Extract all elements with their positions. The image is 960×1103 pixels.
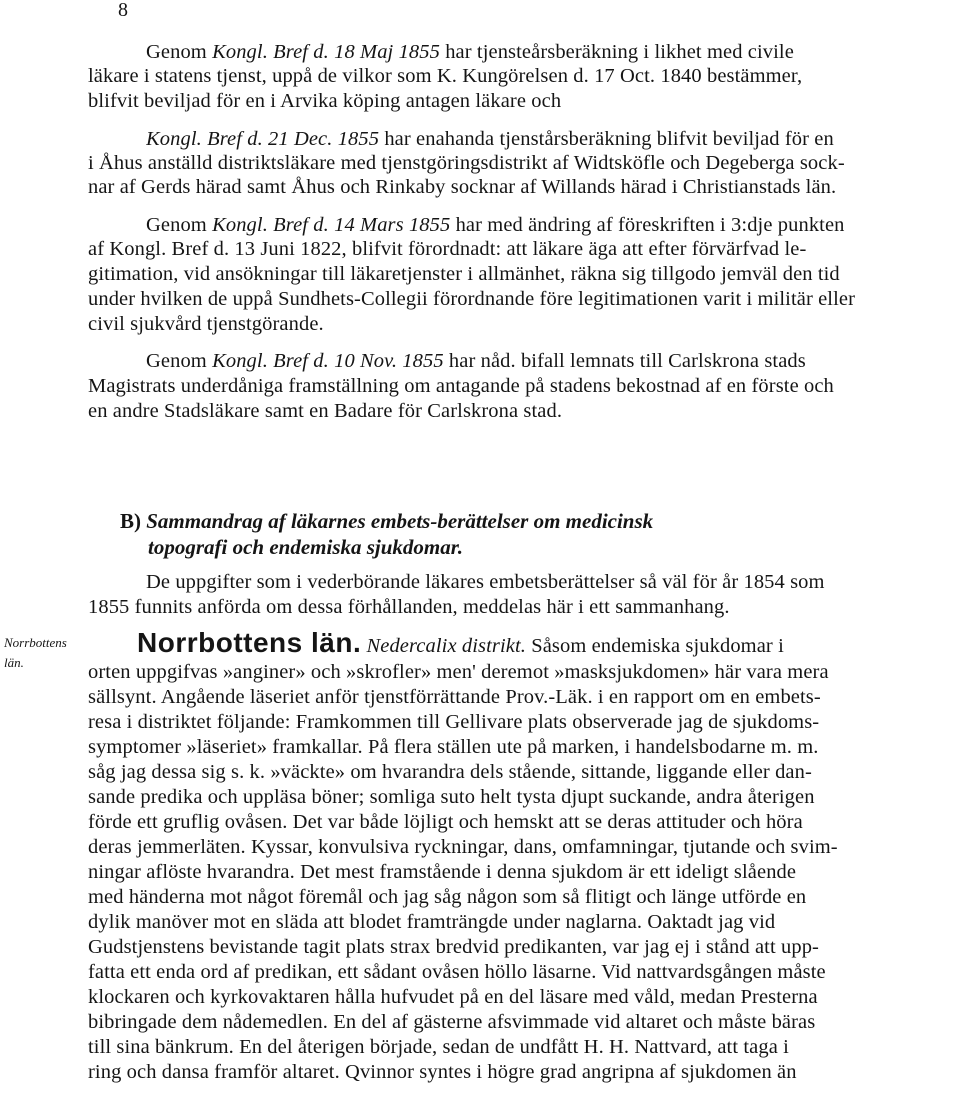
margin-note-line-1: Norrbottens bbox=[4, 635, 67, 650]
county-name: Norrbottens län. bbox=[137, 628, 362, 658]
section-heading-line-2: topografi och endemiska sjukdomar. bbox=[148, 535, 464, 559]
body-line: med händerna mot något föremål och jag såg någon som så flitigt och länge utförde en bbox=[88, 886, 807, 908]
intro-line-1: De uppgifter som i vederbörande läkares embetsberättelser så väl för år 1854 som bbox=[146, 571, 825, 593]
margin-note bbox=[4, 635, 67, 671]
body-line: förde ett gruflig ovåsen. Det var både löjligt och hemskt att se deras attituder och höra bbox=[88, 811, 803, 833]
body-line: orten uppgifvas »anginer» och »skrofler» men' deremot »masksjukdomen» här vara mera bbox=[88, 661, 829, 683]
body-line: till sina bänkrum. En del återigen började, sedan de undfått H. H. Nattvard, att taga i bbox=[88, 1036, 789, 1058]
body-line: resa i distriktet följande: Framkommen till Gellivare plats observerade jag de sjukdoms- bbox=[88, 711, 820, 733]
margin-note-line-2: län. bbox=[4, 655, 24, 670]
body-line: dylik manöver mot en släda att blodet framträngde under naglarna. Oaktadt jag vid bbox=[88, 911, 776, 933]
body-line: såg jag dessa sig s. k. »väckte» om hvarandra dels stående, sittande, liggande eller dan- bbox=[88, 761, 812, 783]
body-line: fatta ett enda ord af predikan, ett sådant ovåsen höllo läsarne. Vid nattvardsgången måste bbox=[88, 961, 826, 983]
p3-line-2: af Kongl. Bref d. 13 Juni 1822, blifvit förordnadt: att läkare äga att efter förvärfvad le- bbox=[88, 238, 807, 260]
body-line: Gudstjenstens bevistande tagit plats strax bredvid predikanten, var jag ej i stånd att upp- bbox=[88, 936, 819, 958]
page-number: 8 bbox=[118, 0, 128, 21]
p3-line-1: Genom Kongl. Bref d. 14 Mars 1855 har med ändring af föreskriften i 3:dje punkten bbox=[146, 214, 845, 236]
p2-line-3: nar af Gerds härad samt Åhus och Rinkaby socknar af Willands härad i Christianstads län. bbox=[88, 176, 837, 198]
body-line: symptomer »läseriet» framkallar. På flera ställen ute på marken, i handelsbodarne m. m. bbox=[88, 736, 819, 758]
body-line: ningar aflöste hvarandra. Det mest framstående i denna sjukdom är ett ideligt slående bbox=[88, 861, 797, 883]
body-line: sällsynt. Angående läseriet anför tjenstförrättande Prov.-Läk. i en rapport om en embets- bbox=[88, 686, 821, 708]
body-line: sande predika och uppläsa böner; somliga suto helt tysta djupt suckande, andra återigen bbox=[88, 786, 815, 808]
district-name: Nedercalix distrikt. bbox=[366, 635, 526, 657]
body-line: ring och dansa framför altaret. Qvinnor syntes i högre grad angripna af sjukdomen än bbox=[88, 1061, 797, 1083]
county-heading-line: Norrbottens län. Nedercalix distrikt. Såsom endemiska sjukdomar i bbox=[137, 628, 784, 658]
body-line: bibringade dem nådemedlen. En del af gästerne afsvimmade vid altaret och måste bäras bbox=[88, 1011, 816, 1033]
p4-line-3: en andre Stadsläkare samt en Badare för Carlskrona stad. bbox=[88, 400, 563, 422]
p4-line-2: Magistrats underdåniga framställning om antagande på stadens bekostnad af en förste och bbox=[88, 375, 834, 397]
body-line: klockaren och kyrkovaktaren hålla hufvudet på en del läsare med våld, medan Presterna bbox=[88, 986, 818, 1008]
body-line: deras jemmerläten. Kyssar, konvulsiva ryckningar, dans, omfamningar, tjutande och svim- bbox=[88, 836, 838, 858]
p1-line-1: Genom Kongl. Bref d. 18 Maj 1855 har tjensteårsberäkning i likhet med civile bbox=[146, 41, 794, 63]
p2-line-2: i Åhus anställd distriktsläkare med tjenstgöringsdistrikt af Widtsköfle och Degeberga sock- bbox=[88, 152, 845, 174]
p3-line-5: civil sjukvård tjenstgörande. bbox=[88, 313, 324, 335]
p3-line-4: under hvilken de uppå Sundhets-Collegii förordnande före legitimationen varit i militär eller bbox=[88, 288, 856, 310]
intro-line-2: 1855 funnits anförda om dessa förhållanden, meddelas här i ett sammanhang. bbox=[88, 596, 730, 618]
p1-line-2: läkare i statens tjenst, uppå de vilkor som K. Kungörelsen d. 17 Oct. 1840 bestämmer, bbox=[88, 65, 803, 87]
p1-line-3: blifvit beviljad för en i Arvika köping antagen läkare och bbox=[88, 90, 562, 112]
p4-line-1: Genom Kongl. Bref d. 10 Nov. 1855 har nåd. bifall lemnats till Carlskrona stads bbox=[146, 350, 806, 372]
p3-line-3: gitimation, vid ansökningar till läkaretjenster i allmänhet, räkna sig tillgodo jemväl den tid bbox=[88, 263, 840, 285]
section-heading-line-1: B) Sammandrag af läkarnes embets-berättelser om medicinsk bbox=[120, 509, 654, 533]
p2-line-1: Kongl. Bref d. 21 Dec. 1855 har enahanda tjenstårsberäkning blifvit beviljad för en bbox=[146, 128, 834, 150]
